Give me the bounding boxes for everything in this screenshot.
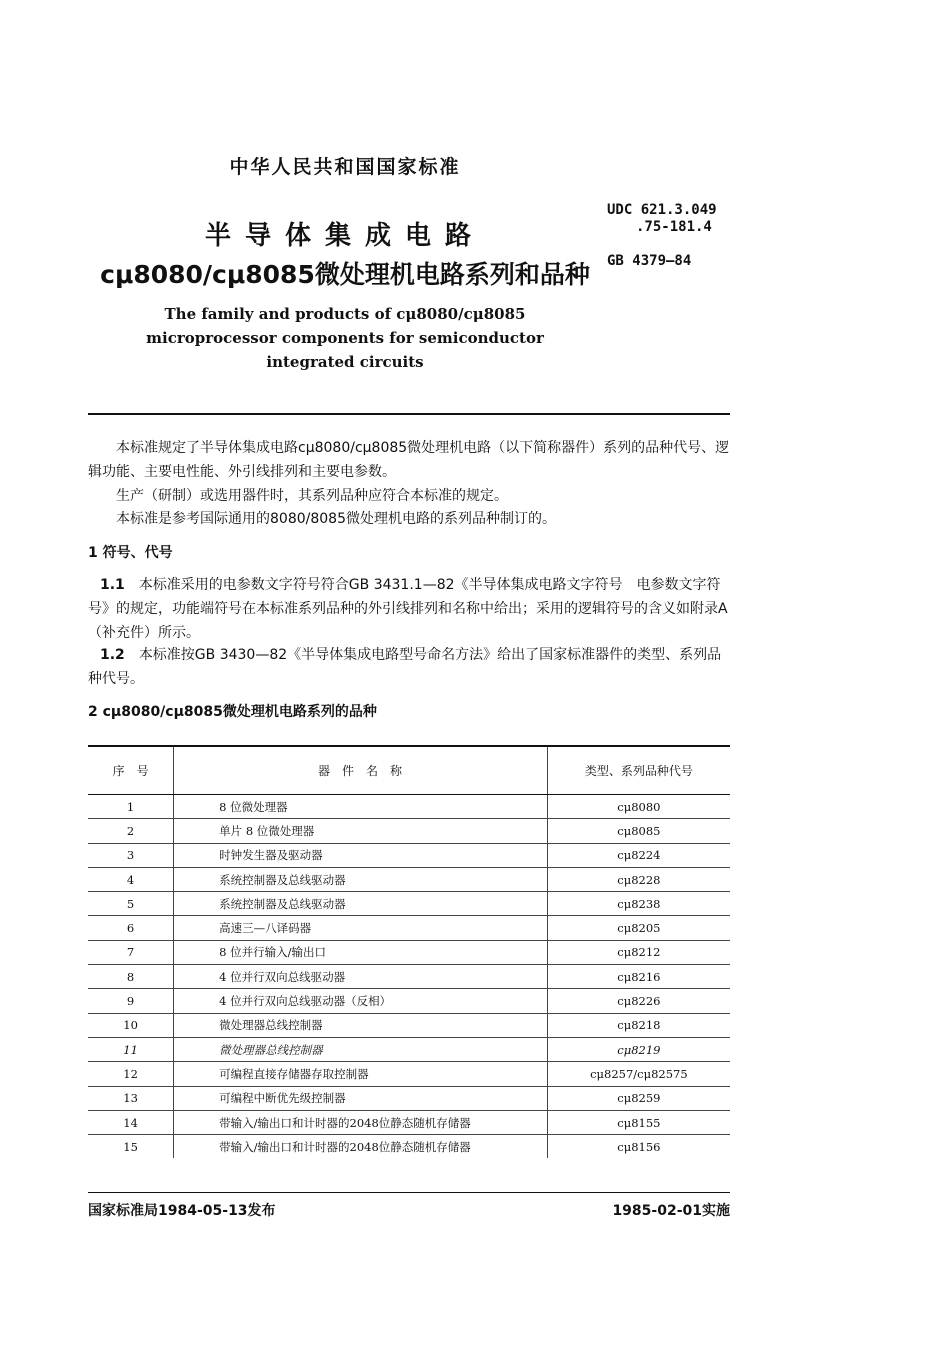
row-serial: 6	[88, 916, 174, 940]
row-device-name: 可编程直接存储器存取控制器	[174, 1062, 548, 1086]
row-serial: 11	[88, 1037, 174, 1061]
table-row	[88, 795, 730, 819]
effective-date: 1985-02-01实施	[612, 1203, 730, 1219]
row-product-code: cμ8218	[547, 1013, 730, 1037]
row-product-code: cμ8259	[547, 1086, 730, 1110]
clause-1-2-text: 本标准按GB 3430—82《半导体集成电路型号命名方法》给出了国家标准器件的类型、系列品种代号。	[88, 647, 722, 687]
document-title-line1: 半导体集成电路	[204, 221, 485, 251]
row-serial: 10	[88, 1013, 174, 1037]
header-product-code: 类型、系列品种代号	[547, 746, 730, 795]
row-product-code: cμ8205	[547, 916, 730, 940]
intro-paragraph-2	[88, 484, 730, 508]
row-product-code: cμ8219	[547, 1037, 730, 1061]
header-serial-number: 序 号	[88, 746, 174, 795]
row-device-name: 微处理器总线控制器	[174, 1037, 548, 1061]
row-product-code: cμ8155	[547, 1110, 730, 1134]
row-serial: 2	[88, 819, 174, 843]
intro-paragraph-3	[88, 507, 730, 531]
table-row	[88, 819, 730, 843]
row-device-name: 单片 8 位微处理器	[174, 819, 548, 843]
row-product-code: cμ8212	[547, 940, 730, 964]
table-row	[88, 1013, 730, 1037]
section-2-heading: 2 cμ8080/cμ8085微处理机电路系列的品种	[88, 704, 377, 720]
standard-header-title: 中华人民共和国国家标准	[229, 156, 461, 178]
products-table	[88, 745, 730, 1158]
row-serial: 8	[88, 965, 174, 989]
intro-paragraph-1	[88, 436, 730, 484]
row-serial: 15	[88, 1135, 174, 1159]
table-row	[88, 916, 730, 940]
row-serial: 7	[88, 940, 174, 964]
english-title-line3: integrated circuits	[266, 353, 424, 371]
row-serial: 14	[88, 1110, 174, 1134]
english-title-line2: microprocessor components for semiconductor	[146, 329, 544, 347]
intro-paragraph-2-text: 生产（研制）或选用器件时，其系列品种应符合本标准的规定。	[116, 488, 508, 504]
row-device-name: 微处理器总线控制器	[174, 1013, 548, 1037]
row-product-code: cμ8156	[617, 1139, 661, 1154]
row-product-code: cμ8228	[547, 867, 730, 891]
clause-1-1-number: 1.1	[100, 577, 125, 593]
udc-code-line1: UDC 621.3.049	[607, 202, 717, 218]
bottom-divider	[88, 1192, 730, 1193]
row-serial: 13	[88, 1086, 174, 1110]
row-serial: 5	[88, 892, 174, 916]
row-product-code: cμ8085	[547, 819, 730, 843]
intro-paragraph-3-text: 本标准是参考国际通用的8080/8085微处理机电路的系列品种制订的。	[116, 511, 556, 527]
english-title-line1: The family and products of cμ8080/cμ8085	[164, 305, 526, 323]
row-serial: 3	[88, 843, 174, 867]
table-row	[88, 1037, 730, 1061]
row-device-name: 系统控制器及总线驱动器	[174, 892, 548, 916]
row-serial: 9	[88, 989, 174, 1013]
row-serial: 12	[88, 1062, 174, 1086]
table-row	[88, 1062, 730, 1086]
row-device-name: 4 位并行双向总线驱动器（反相）	[174, 989, 548, 1013]
row-product-code: cμ8224	[547, 843, 730, 867]
table-row	[88, 892, 730, 916]
row-product-code: cμ8226	[547, 989, 730, 1013]
gb-number: GB 4379—84	[607, 253, 692, 269]
row-product-code: cμ8216	[547, 965, 730, 989]
row-device-name: 系统控制器及总线驱动器	[174, 867, 548, 891]
row-device-name: 4 位并行双向总线驱动器	[174, 965, 548, 989]
table-row	[88, 843, 730, 867]
row-product-code: cμ8080	[547, 795, 730, 819]
row-device-name: 8 位微处理器	[174, 795, 548, 819]
table-row	[88, 965, 730, 989]
clause-1-2-number: 1.2	[100, 647, 125, 663]
clause-1-2	[88, 643, 730, 691]
row-device-name: 高速三—八译码器	[174, 916, 548, 940]
row-device-name: 可编程中断优先级控制器	[174, 1086, 548, 1110]
section-1-heading: 1 符号、代号	[88, 545, 173, 561]
header-device-name: 器 件 名 称	[174, 746, 548, 795]
row-device-name: 带输入/输出口和计时器的2048位静态随机存储器	[174, 1110, 548, 1134]
table-row	[88, 940, 730, 964]
table-row	[88, 989, 730, 1013]
udc-code-line2: .75-181.4	[636, 219, 712, 235]
row-device-name: 8 位并行输入/输出口	[174, 940, 548, 964]
issue-date: 国家标准局1984-05-13发布	[88, 1203, 276, 1219]
table-header-row	[88, 746, 730, 795]
clause-1-1	[88, 573, 730, 645]
table-row	[88, 867, 730, 891]
row-serial: 1	[88, 795, 174, 819]
table-row	[88, 1086, 730, 1110]
row-product-code: cμ8238	[547, 892, 730, 916]
row-serial: 4	[88, 867, 174, 891]
clause-1-1-text: 本标准采用的电参数文字符号符合GB 3431.1—82《半导体集成电路文字符号 电参数文字符号》的规定，功能端符号在本标准系列品种的外引线排列和名称中给出；采用的逻辑符号的含义如附录A（补充件）所示。	[88, 577, 728, 641]
table-row	[88, 1110, 730, 1134]
row-device-name: 带输入/输出口和计时器的2048位静态随机存储器	[174, 1135, 548, 1159]
row-product-code: cμ8257/cμ82575	[547, 1062, 730, 1086]
intro-paragraph-1-text: 本标准规定了半导体集成电路cμ8080/cμ8085微处理机电路（以下简称器件）系列的品种代号、逻辑功能、主要电性能、外引线排列和主要电参数。	[88, 440, 730, 480]
row-device-name: 时钟发生器及驱动器	[174, 843, 548, 867]
top-divider	[88, 413, 730, 415]
document-title-line2: cμ8080/cμ8085微处理机电路系列和品种	[100, 260, 590, 289]
table-row	[88, 1135, 730, 1159]
